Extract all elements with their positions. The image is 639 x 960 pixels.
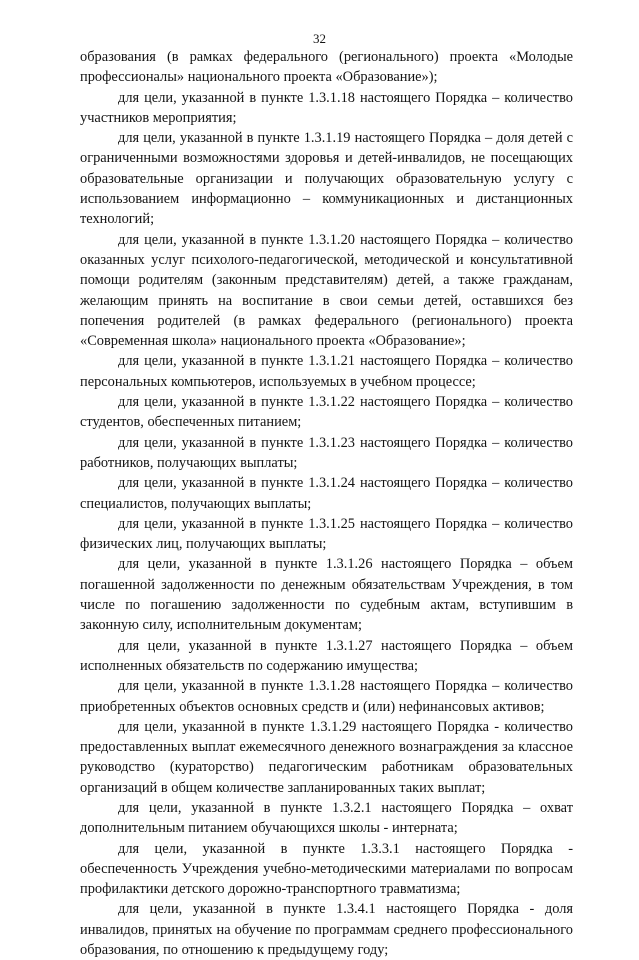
text-line: для цели, указанной в пункте 1.3.1.18 настоящего Порядка – количество — [118, 89, 573, 106]
text-line: числе по погашению задолженности по судебным актам, вступившим в — [80, 597, 573, 614]
text-line: для цели, указанной в пункте 1.3.1.28 настоящего Порядка – количество — [118, 678, 573, 695]
text-line: использованием информационно – коммуникационных и дистанционных — [80, 191, 573, 208]
text-line: образовательные организации и получающих образовательную услугу с — [80, 170, 573, 187]
text-line: организаций в общем количестве запланированных таких выплат; — [80, 779, 486, 796]
text-line: студентов, обеспеченных питанием; — [80, 414, 302, 431]
text-line: «Современная школа» национального проекта «Образование»; — [80, 333, 466, 350]
text-line: для цели, указанной в пункте 1.3.1.22 настоящего Порядка – количество — [118, 394, 573, 411]
text-line: профилактики детского дорожно-транспортного травматизма; — [80, 881, 461, 898]
text-line: для цели, указанной в пункте 1.3.1.21 настоящего Порядка – количество — [118, 353, 573, 370]
text-line: погашенной задолженности по денежным обязательствам Учреждения, в том — [80, 576, 573, 593]
text-line: технологий; — [80, 211, 155, 228]
page-number: 32 — [313, 31, 326, 46]
text-line: руководство (кураторство) педагогическим работникам образовательных — [80, 759, 573, 776]
text-line: для цели, указанной в пункте 1.3.1.25 настоящего Порядка – количество — [118, 515, 573, 532]
text-line: приобретенных объектов основных средств и (или) нефинансовых активов; — [80, 698, 545, 715]
text-line: физических лиц, получающих выплаты; — [80, 536, 327, 553]
text-line: профессионалы» национального проекта «Образование»); — [80, 69, 438, 86]
text-line: для цели, указанной в пункте 1.3.1.19 настоящего Порядка – доля детей с — [118, 130, 573, 147]
text-line: персональных компьютеров, используемых в учебном процессе; — [80, 373, 476, 390]
text-line: для цели, указанной в пункте 1.3.1.20 настоящего Порядка – количество — [118, 231, 573, 248]
text-line: помощи родителям (законным представителям) детей, а также гражданам, — [80, 272, 573, 289]
text-line: образования, по отношению к предыдущему году; — [80, 942, 389, 959]
body-text — [80, 47, 573, 960]
text-line: для цели, указанной в пункте 1.3.1.29 настоящего Порядка - количество — [118, 718, 573, 735]
text-line: исполненных обязательств по содержанию имущества; — [80, 657, 419, 674]
text-line: дополнительным питанием обучающихся школы - интерната; — [80, 820, 458, 837]
text-line: для цели, указанной в пункте 1.3.4.1 настоящего Порядка - доля — [118, 901, 573, 918]
text-line: оказанных услуг психолого-педагогической, методической и консультативной — [80, 251, 573, 268]
text-line: ограниченными возможностями здоровья и детей-инвалидов, не посещающих — [80, 150, 573, 167]
text-line: для цели, указанной в пункте 1.3.1.27 настоящего Порядка – объем — [118, 637, 573, 654]
text-line: для цели, указанной в пункте 1.3.3.1 настоящего Порядка - — [118, 840, 573, 857]
text-line: специалистов, получающих выплаты; — [80, 495, 312, 512]
text-line: предоставленных выплат ежемесячного денежного вознаграждения за классное — [80, 739, 573, 756]
text-line: обеспеченность Учреждения учебно-методическими материалами по вопросам — [80, 860, 573, 877]
text-line: работников, получающих выплаты; — [80, 454, 298, 471]
text-line: попечения родителей (в рамках федерального (регионального) проекта — [80, 312, 573, 329]
text-line: желающим принять на воспитание в свои семьи детей, оставшихся без — [80, 292, 573, 309]
text-line: для цели, указанной в пункте 1.3.1.24 настоящего Порядка – количество — [118, 475, 573, 492]
text-line: для цели, указанной в пункте 1.3.1.26 настоящего Порядка – объем — [118, 556, 573, 573]
text-line: для цели, указанной в пункте 1.3.1.23 настоящего Порядка – количество — [118, 434, 573, 451]
text-line: для цели, указанной в пункте 1.3.2.1 настоящего Порядка – охват — [118, 799, 573, 816]
text-line: участников мероприятия; — [80, 109, 237, 126]
text-line: образования (в рамках федерального (регионального) проекта «Молодые — [80, 49, 573, 65]
text-line: законную силу, исполнительным документам; — [80, 617, 363, 634]
text-line: инвалидов, принятых на обучение по программам среднего профессионального — [80, 921, 573, 938]
